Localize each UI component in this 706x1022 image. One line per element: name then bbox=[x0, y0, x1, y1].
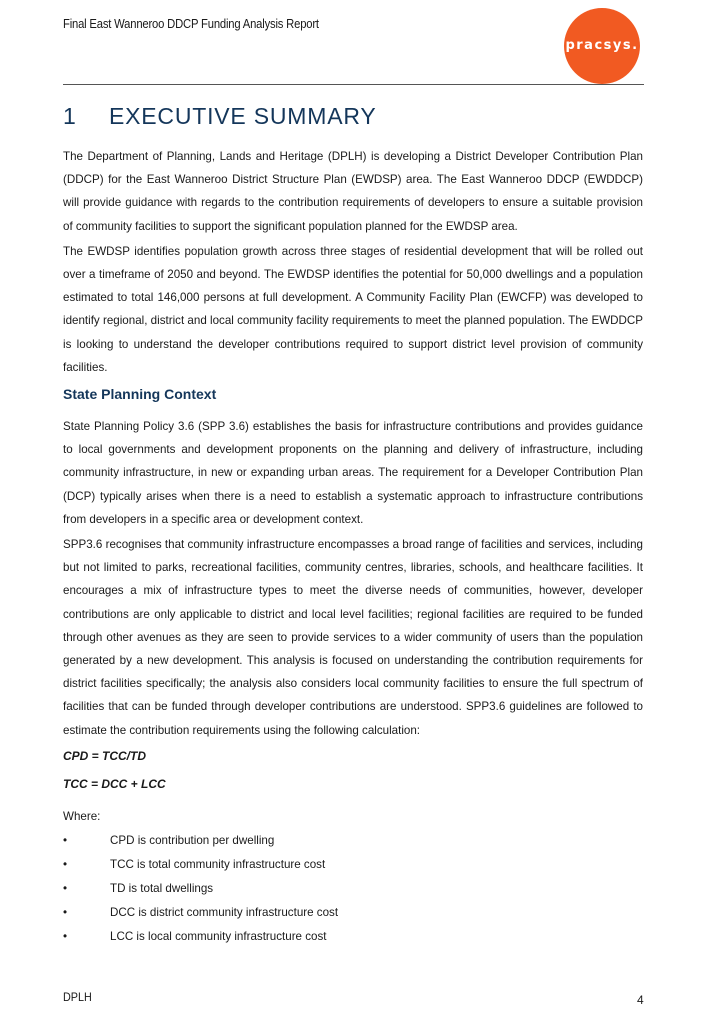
bullet-icon: • bbox=[63, 882, 68, 895]
paragraph: SPP3.6 recognises that community infrastructure encompasses a broad range of facilities and services, including but not limited to parks, recreational facilities, community centres, libraries, schools, and healthcare facilities. It encourages a mix of infrastructure types to meet the diverse needs of communities, however, developer contributions are only applicable to district and local level facilities; regional facilities are required to be funded through other avenues as they are seen to provide services to a wider community of users than the population generated by a new development. This analysis is focused on understanding the contribution requirements for district facilities specifically; the analysis also considers local community facilities to ensure the full spectrum of facilities that can be funded through developer contributions are understood. SPP3.6 guidelines are followed to estimate the contribution requirements using the following calculation: bbox=[63, 538, 643, 737]
logo-text: pracsys. bbox=[565, 38, 639, 53]
formula-cpd: CPD = TCC/TD bbox=[63, 749, 147, 763]
formula-tcc: TCC = DCC + LCC bbox=[63, 777, 166, 791]
list-item-text: LCC is local community infrastructure cost bbox=[110, 930, 327, 943]
formula-block-2 bbox=[63, 777, 643, 791]
intro-paragraphs bbox=[63, 145, 643, 379]
bullet-icon: • bbox=[63, 834, 68, 847]
paragraph: State Planning Policy 3.6 (SPP 3.6) establishes the basis for infrastructure contributions and provides guidance to local governments and development proponents on the planning and delivery of infrastructure, including community infrastructure, in new or expanding urban areas. The requirement for a Developer Contribution Plan (DCP) typically arises when there is a need to establish a systematic approach to infrastructure contributions from developers in a specific area or development context. bbox=[63, 420, 643, 526]
pracsys-logo bbox=[564, 8, 640, 84]
page-number: 4 bbox=[637, 993, 644, 1007]
definition-list bbox=[63, 829, 643, 949]
bullet-icon: • bbox=[63, 906, 68, 919]
formula-block bbox=[63, 749, 643, 763]
section-number: 1 bbox=[63, 103, 77, 129]
where-label: Where: bbox=[63, 810, 101, 823]
where-block bbox=[63, 805, 643, 828]
section-heading bbox=[63, 103, 377, 130]
list-item bbox=[63, 877, 643, 901]
list-item-text: CPD is contribution per dwelling bbox=[110, 834, 275, 847]
list-item-text: DCC is district community infrastructure cost bbox=[110, 906, 339, 919]
subheading: State Planning Context bbox=[63, 386, 217, 402]
list-item-text: TD is total dwellings bbox=[110, 882, 214, 895]
bullet-icon: • bbox=[63, 858, 68, 871]
list-item bbox=[63, 853, 643, 877]
state-planning-section bbox=[63, 386, 643, 402]
paragraph: The Department of Planning, Lands and Heritage (DPLH) is developing a District Developer Contribution Plan (DDCP) for the East Wanneroo District Structure Plan (EWDSP) area. The East Wanneroo DDCP (EWDDCP) will provide guidance with regards to the contribution requirements of developers to ensure a suitable provision of community facilities to support the significant population planned for the EWDSP area. bbox=[63, 150, 643, 233]
paragraph: The EWDSP identifies population growth across three stages of residential development that will be rolled out over a timeframe of 2050 and beyond. The EWDSP identifies the potential for 50,000 dwellings and a population estimated to total 146,000 persons at full development. A Community Facility Plan (EWCFP) was developed to identify regional, district and local community facility requirements to meet the planned population. The EWDDCP is looking to understand the developer contributions required to support district level provision of community facilities. bbox=[63, 244, 643, 374]
header-title: Final East Wanneroo DDCP Funding Analysis Report bbox=[63, 17, 319, 31]
list-item-text: TCC is total community infrastructure cost bbox=[110, 858, 326, 871]
header-divider bbox=[63, 84, 644, 85]
bullet-icon: • bbox=[63, 930, 68, 943]
list-item bbox=[63, 925, 643, 949]
section-title: EXECUTIVE SUMMARY bbox=[109, 103, 377, 129]
list-item bbox=[63, 829, 643, 853]
footer-org: DPLH bbox=[63, 990, 92, 1004]
context-paragraphs bbox=[63, 415, 643, 742]
list-item bbox=[63, 901, 643, 925]
